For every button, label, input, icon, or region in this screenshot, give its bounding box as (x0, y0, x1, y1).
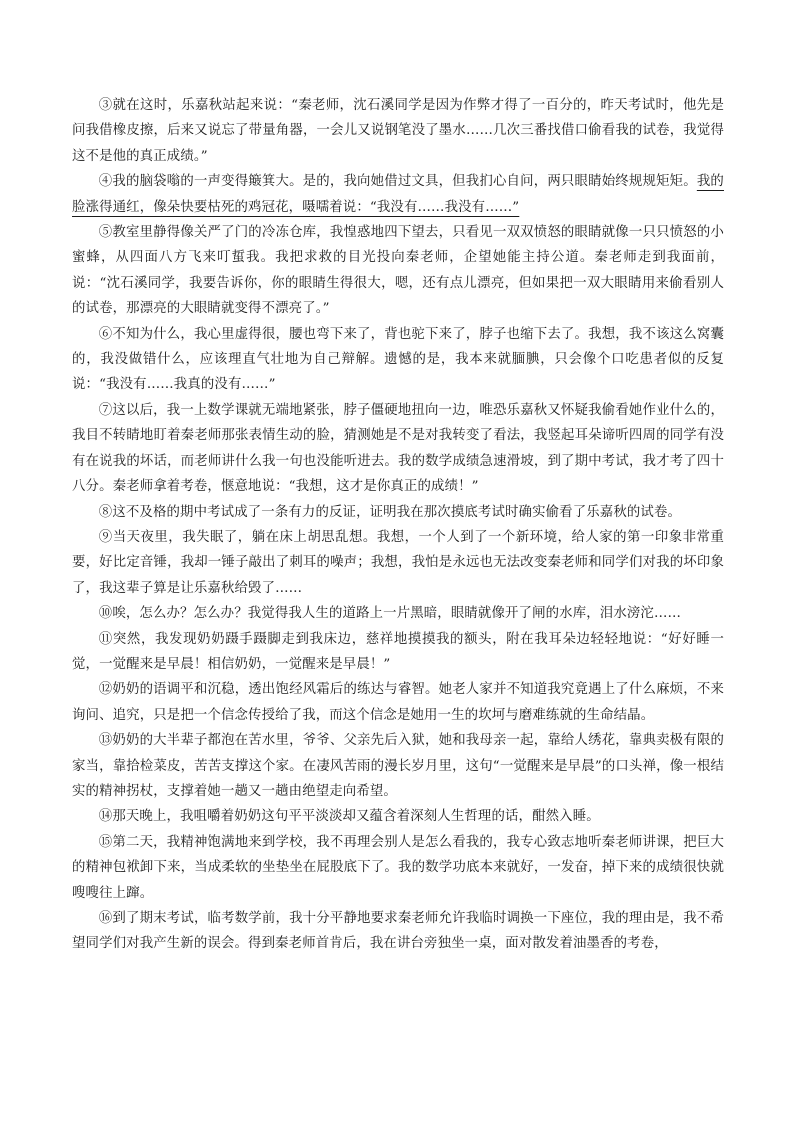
paragraph-9: ⑨当天夜里，我失眠了，躺在床上胡思乱想。我想，一个人到了一个新环境，给人家的第一印象非常重要，好比定音锤，我却一锤子敲出了刺耳的噪声；我想，我怕是永远也无法改变秦老师和同学们对我的坏印象了，我这辈子算是让乐嘉秋给毁了…… (72, 529, 724, 596)
paragraph-4 (72, 169, 724, 220)
underlined-sentence: 我的脸涨得通红，像朵快要枯死的鸡冠花，嗫嚅着说：“我没有……我没有……” (72, 174, 724, 215)
paragraph-11: ⑪突然，我发现奶奶蹑手蹑脚走到我床边，慈祥地摸摸我的额头，附在我耳朵边轻轻地说：“好好睡一觉，一觉醒来是早晨！相信奶奶，一觉醒来是早晨！” (72, 631, 724, 672)
article-body (72, 93, 724, 957)
paragraph-14: ⑭那天晚上，我咀嚼着奶奶这句平平淡淡却又蕴含着深刻人生哲理的话，酣然入睡。 (98, 809, 600, 825)
paragraph-3: ③就在这时，乐嘉秋站起来说：“秦老师，沈石溪同学是因为作弊才得了一百分的，昨天考试时，他先是问我借橡皮擦，后来又说忘了带量角器，一会儿又说钢笔没了墨水……几次三番找借口偷看我的试卷，我觉得这不是他的真正成绩。” (72, 98, 724, 164)
paragraph-6: ⑥不知为什么，我心里虚得很，腰也弯下来了，背也驼下来了，脖子也缩下去了。我想，我不该这么窝囊的，我没做错什么，应该理直气壮地为自己辩解。遗憾的是，我本来就腼腆，只会像个口吃患者似的反复说：“我没有……我真的没有……” (72, 326, 724, 393)
paragraph-5: ⑤教室里静得像关严了门的冷冻仓库，我惶惑地四下望去，只看见一双双愤怒的眼睛就像一只只愤怒的小蜜蜂，从四面八方飞来叮蜇我。我把求救的目光投向秦老师，企望她能主持公道。秦老师走到我面前，说：“沈石溪同学，我要告诉你，你的眼睛生得很大，嗯，还有点儿漂亮，但如果把一双大眼睛用来偷看别人的试卷，那漂亮的大眼睛就变得不漂亮了。” (72, 225, 724, 317)
paragraph-16: ⑯到了期末考试，临考数学前，我十分平静地要求秦老师允许我临时调换一下座位，我的理由是，我不希望同学们对我产生新的误会。得到秦老师首肯后，我在讲台旁独坐一桌，面对散发着油墨香的考卷， (72, 911, 724, 952)
paragraph-7: ⑦这以后，我一上数学课就无端地紧张，脖子僵硬地扭向一边，唯恐乐嘉秋又怀疑我偷看她作业什么的，我目不转睛地盯着秦老师那张表情生动的脸，猜测她是不是对我转变了看法，我竖起耳朵谛听四周的同学有没有在说我的坏话，而老师讲什么我一句也没能听进去。我的数学成绩急速滑坡，到了期中考试，我才考了四十八分。秦老师拿着考卷，惬意地说：“我想，这才是你真正的成绩！” (72, 402, 724, 495)
paragraph-8: ⑧这不及格的期中考试成了一条有力的反证，证明我在那次摸底考试时确实偷看了乐嘉秋的试卷。 (98, 504, 682, 520)
paragraph-4-text: ④我的脑袋嗡的一声变得簸箕大。是的，我向她借过文具，但我扪心自问，两只眼睛始终规规矩矩。 (98, 174, 697, 190)
paragraph-10: ⑩唉，怎么办？怎么办？我觉得我人生的道路上一片黑暗，眼睛就像开了闸的水库，泪水滂沱…… (98, 606, 682, 622)
paragraph-15: ⑮第二天，我精神饱满地来到学校，我不再理会别人是怎么看我的，我专心致志地听秦老师讲课，把巨大的精神包袱卸下来，当成柔软的坐垫坐在屁股底下了。我的数学功底本来就好，一发奋，掉下来的成绩很快就嗖嗖往上蹿。 (72, 834, 724, 901)
paragraph-13: ⑬奶奶的大半辈子都泡在苦水里，爷爷、父亲先后入狱，她和我母亲一起，靠给人绣花，靠典卖极有限的家当，靠拾检菜皮，苦苦支撑这个家。在凄风苦雨的漫长岁月里，这句“一觉醒来是早晨”的口头禅，像一根结实的精神拐杖，支撑着她一趟又一趟由绝望走向希望。 (72, 733, 724, 799)
paragraph-12: ⑫奶奶的语调平和沉稳，透出饱经风霜后的练达与睿智。她老人家并不知道我究竟遇上了什么麻烦，不来询问、追究，只是把一个信念传授给了我，而这个信念是她用一生的坎坷与磨难练就的生命结晶。 (72, 682, 724, 723)
